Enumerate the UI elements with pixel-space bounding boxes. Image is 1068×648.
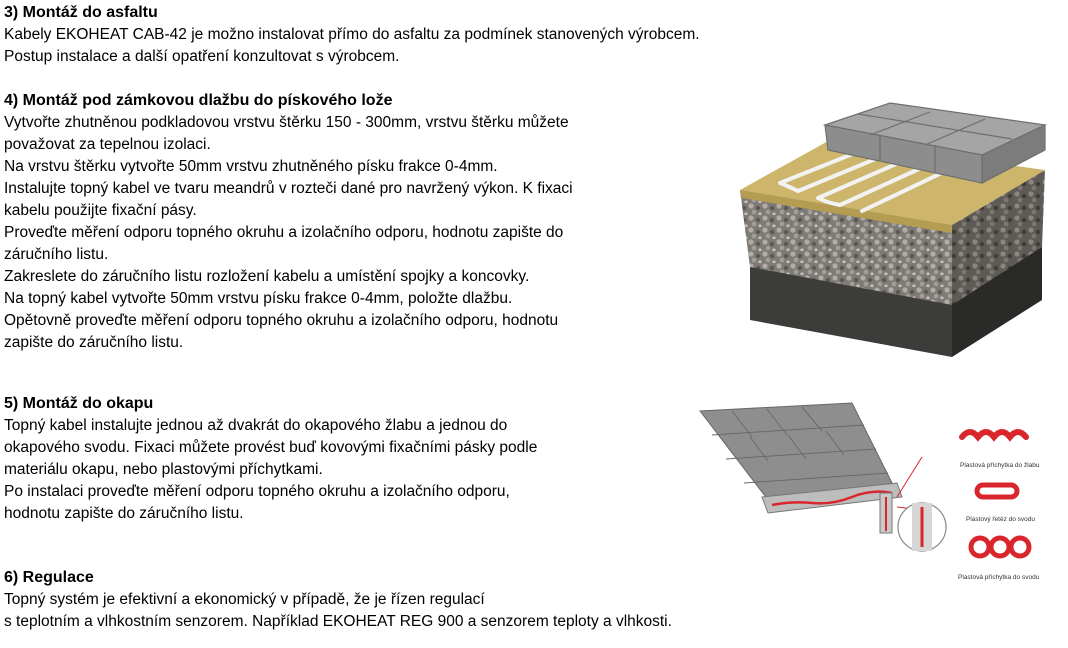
paragraph-line: Kabely EKOHEAT CAB-42 je možno instalovat přímo do asfaltu za podmínek stanovených výrobcem. [4, 26, 700, 43]
paragraph-line: s teplotním a vlhkostním senzorem. Například EKOHEAT REG 900 a senzorem teploty a vlhkosti. [4, 613, 672, 630]
gutter-installation-image [692, 397, 1062, 583]
paving-cross-section-image [720, 95, 1052, 357]
section-heading: 3) Montáž do asfaltu [4, 4, 158, 21]
paragraph-line: Topný systém je efektivní a ekonomický v případě, že je řízen regulací [4, 591, 485, 608]
caption-downpipe-clip: Plastová příchytka do svodu [958, 574, 1040, 581]
section-heading: 5) Montáž do okapu [4, 395, 154, 412]
paragraph-line: hodnotu zapište do záručního listu. [4, 505, 244, 522]
paragraph-line: Po instalaci proveďte měření odporu topného okruhu a izolačního odporu, [4, 483, 510, 500]
paragraph-line: materiálu okapu, nebo plastovými příchytkami. [4, 461, 323, 478]
section-heading: 4) Montáž pod zámkovou dlažbu do pískového lože [4, 92, 393, 109]
paragraph-line: kabelu použijte fixační pásy. [4, 202, 197, 219]
caption-downpipe-holder: Plastový řetěz do svodu [966, 516, 1036, 523]
section-asphalt [4, 2, 700, 68]
section-paving [4, 90, 573, 354]
paragraph-line: Proveďte měření odporu topného okruhu a izolačního odporu, hodnotu zapište do [4, 224, 564, 241]
paragraph-line: Na topný kabel vytvořte 50mm vrstvu písku frakce 0-4mm, položte dlažbu. [4, 290, 513, 307]
paragraph-line: Postup instalace a další opatření konzultovat s výrobcem. [4, 48, 400, 65]
paragraph-line: zapište do záručního listu. [4, 334, 184, 351]
paragraph-line: Instalujte topný kabel ve tvaru meandrů v rozteči dané pro navržený výkon. K fixaci [4, 180, 573, 197]
section-regulation [4, 567, 672, 633]
paragraph-line: záručního listu. [4, 246, 109, 263]
paragraph-line: Opětovně proveďte měření odporu topného okruhu a izolačního odporu, hodnotu [4, 312, 559, 329]
paragraph-line: Topný kabel instalujte jednou až dvakrát do okapového žlabu a jednou do [4, 417, 508, 434]
paragraph-line: považovat za tepelnou izolaci. [4, 136, 211, 153]
caption-gutter-clip: Plastová příchytka do žlabu [960, 462, 1040, 469]
paragraph-line: Zakreslete do záručního listu rozložení kabelu a umístění spojky a koncovky. [4, 268, 530, 285]
paragraph-line: okapového svodu. Fixaci můžete provést buď kovovými fixačními pásky podle [4, 439, 538, 456]
paragraph-line: Na vrstvu štěrku vytvořte 50mm vrstvu zhutněného písku frakce 0-4mm. [4, 158, 498, 175]
section-gutter [4, 393, 537, 525]
paragraph-line: Vytvořte zhutněnou podkladovou vrstvu štěrku 150 - 300mm, vrstvu štěrku můžete [4, 114, 569, 131]
section-heading: 6) Regulace [4, 569, 94, 586]
